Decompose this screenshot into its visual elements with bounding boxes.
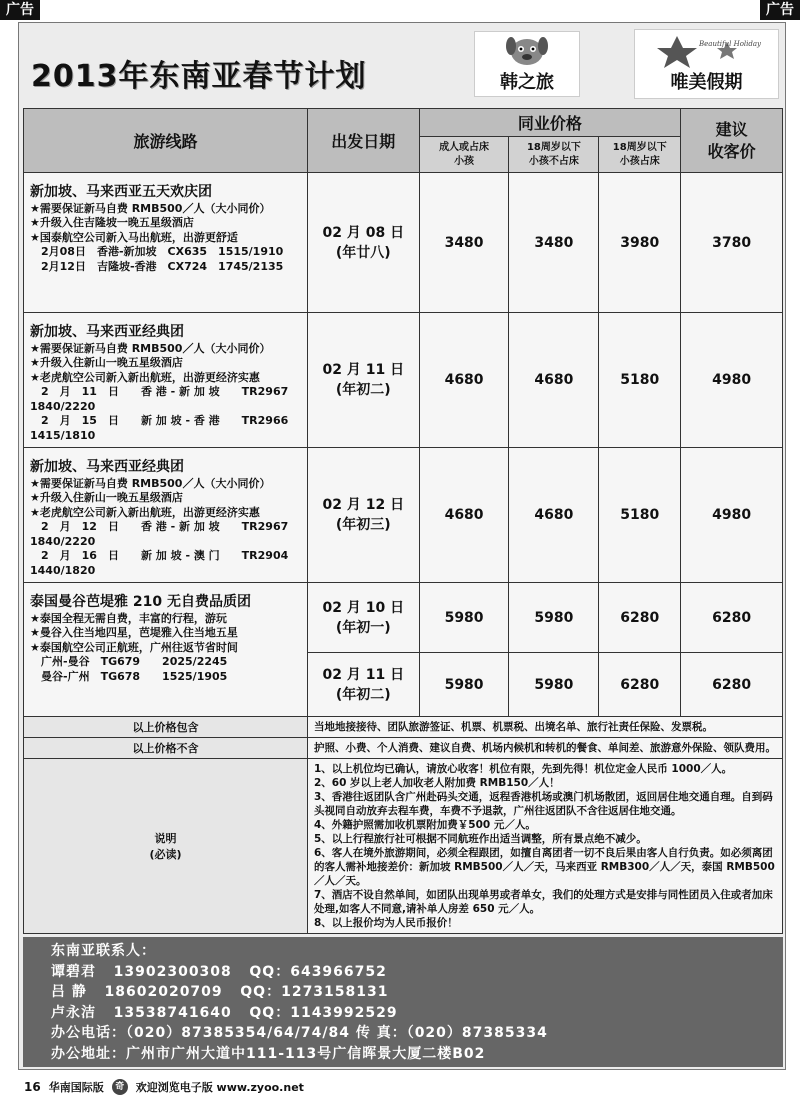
route-line: ★升级入住新山一晚五星级酒店 bbox=[30, 491, 183, 504]
contact-name: 吕 静 bbox=[51, 984, 87, 1000]
notes-row bbox=[24, 759, 783, 934]
contact-qq: QQ：1273158131 bbox=[240, 984, 389, 1000]
route-line: ★升级入住新山一晚五星级酒店 bbox=[30, 356, 183, 369]
contact-phone: 13538741640 bbox=[113, 1004, 232, 1021]
route-line: 2月08日 香港-新加坡 CX635 1515/1910 bbox=[30, 245, 284, 258]
price-child-bed: 3980 bbox=[599, 173, 681, 313]
route-cell bbox=[24, 173, 308, 313]
route-line: 2 月 15 日 新 加 坡 - 香 港 TR2966 bbox=[30, 414, 289, 427]
price-adult: 4680 bbox=[419, 448, 509, 583]
ad-label-left: 广告 bbox=[0, 0, 40, 20]
note-item: 3、香港往返团队含广州赴码头交通，返程香港机场或澳门机场散团，返回居住地交通自理。自到码头视同自动放弃去程车费，车费不予退款，广州往返团队不含往返居住地交通。 bbox=[313, 791, 773, 817]
route-line: ★需要保证新马自费 RMB500／人（大小同价） bbox=[30, 341, 271, 355]
route-line: ★泰国航空公司正航班，广州往返节省时间 bbox=[30, 640, 238, 654]
note-item: 2、60 岁以上老人加收老人附加费 RMB150／人！ bbox=[313, 777, 560, 789]
route-line: 1840/2220 bbox=[30, 534, 96, 548]
note-item: 1、以上机位均已确认，请放心收客！机位有限，先到先得！机位定金人民币 1000／人。 bbox=[313, 763, 733, 775]
route-line: 1415/1810 bbox=[30, 428, 96, 442]
route-line: 2 月 16 日 新 加 坡 - 澳 门 TR2904 bbox=[30, 549, 289, 562]
price-suggested: 4980 bbox=[681, 448, 783, 583]
included-text: 当地地接接待、团队旅游签证、机票、机票税、出境名单、旅行社责任保险、发票税。 bbox=[307, 717, 782, 738]
dog-mascot-icon bbox=[503, 34, 551, 68]
route-line: ★升级入住吉隆坡一晚五星级酒店 bbox=[30, 216, 194, 229]
note-item: 7、酒店不设自然单间，如团队出现单男或者单女，我们的处理方式是安排与同性团员入住或者加床处理,如客人不同意,请补单人房差 650 元／人。 bbox=[313, 889, 773, 915]
date-cell bbox=[307, 313, 419, 448]
route-cell bbox=[24, 448, 308, 583]
excluded-text: 护照、小费、个人消费、建议自费、机场内候机和转机的餐食、单间差、旅游意外保险、领队费用。 bbox=[307, 738, 782, 759]
lunar-date: (年初一) bbox=[335, 619, 391, 636]
publication-name: 华南国际版 bbox=[48, 1081, 104, 1094]
route-title: 泰国曼谷芭堤雅 210 无自费品质团 bbox=[30, 594, 251, 610]
itinerary-table bbox=[23, 108, 783, 934]
route-line: 1440/1820 bbox=[30, 563, 96, 577]
route-line: 2月12日 吉隆坡-香港 CX724 1745/2135 bbox=[30, 259, 284, 273]
route-line: 2 月 12 日 香 港 - 新 加 坡 TR2967 bbox=[30, 520, 289, 533]
contact-phone: 18602020709 bbox=[104, 984, 223, 1000]
price-adult: 5980 bbox=[419, 583, 509, 653]
date-cell bbox=[307, 448, 419, 583]
emblem-icon: 奇 bbox=[112, 1079, 128, 1095]
price-child-nobed: 5980 bbox=[509, 653, 599, 717]
route-cell bbox=[24, 313, 308, 448]
price-suggested: 4980 bbox=[681, 313, 783, 448]
contact-name: 卢永洁 bbox=[51, 1004, 96, 1021]
price-child-bed: 5180 bbox=[599, 448, 681, 583]
contact-name: 谭碧君 bbox=[51, 963, 96, 980]
page-number: 16 bbox=[24, 1080, 41, 1094]
price-suggested: 3780 bbox=[681, 173, 783, 313]
route-line: ★老虎航空公司新入新出航班，出游更经济实惠 bbox=[30, 370, 260, 384]
contact-qq: QQ：1143992529 bbox=[249, 1004, 398, 1021]
lunar-date: (年廿八) bbox=[335, 244, 391, 261]
header-child-bed: 18周岁以下 小孩占床 bbox=[599, 137, 681, 173]
logo-right bbox=[634, 29, 779, 99]
contact-person bbox=[51, 982, 755, 1003]
note-item: 6、客人在境外旅游期间，必须全程跟团，如擅自离团者一切不良后果由客人自行负责。如必须离团的客人需补地接差价：新加坡 RMB500／人／天，马来西亚 RMB300／人／天，泰国 RMB500／人／天。 bbox=[313, 847, 775, 887]
page-title: 2013年东南亚春节计划 bbox=[31, 59, 367, 94]
logo-right-text: 唯美假期 bbox=[670, 72, 743, 93]
header-group-price: 同业价格 bbox=[419, 109, 681, 137]
price-suggested: 6280 bbox=[681, 583, 783, 653]
header-route: 旅游线路 bbox=[24, 109, 308, 173]
date-cell bbox=[307, 583, 419, 653]
contact-person bbox=[51, 962, 755, 983]
route-title: 新加坡、马来西亚五天欢庆团 bbox=[30, 184, 212, 200]
route-line: 1840/2220 bbox=[30, 399, 96, 413]
price-child-nobed: 3480 bbox=[509, 173, 599, 313]
office-address: 办公地址：广州市广州大道中111-113号广信晖景大厦二楼B02 bbox=[51, 1045, 486, 1062]
price-child-bed: 6280 bbox=[599, 653, 681, 717]
price-adult: 3480 bbox=[419, 173, 509, 313]
lunar-date: (年初三) bbox=[335, 517, 391, 533]
excluded-row bbox=[24, 738, 783, 759]
included-label: 以上价格包含 bbox=[24, 717, 308, 738]
route-line: ★老虎航空公司新入新出航班，出游更经济实惠 bbox=[30, 505, 260, 519]
included-row bbox=[24, 717, 783, 738]
footer-slogan: 欢迎浏览电子版 www.zyoo.net bbox=[135, 1081, 304, 1094]
departure-date: 02 月 11 日 bbox=[322, 362, 405, 378]
route-line: 曼谷-广州 TG678 1525/1905 bbox=[30, 669, 228, 683]
price-child-bed: 5180 bbox=[599, 313, 681, 448]
route-line: 广州-曼谷 TG679 2025/2245 bbox=[30, 655, 228, 668]
price-child-nobed: 4680 bbox=[509, 448, 599, 583]
departure-date: 02 月 10 日 bbox=[322, 599, 405, 616]
date-cell bbox=[307, 653, 419, 717]
header-child-nobed: 18周岁以下 小孩不占床 bbox=[509, 137, 599, 173]
header-suggested-price: 建议 收客价 bbox=[681, 109, 783, 173]
contact-person bbox=[51, 1003, 755, 1024]
ad-frame bbox=[18, 22, 786, 1070]
logo-left bbox=[474, 31, 580, 97]
table-row bbox=[24, 448, 783, 583]
route-line: ★需要保证新马自费 RMB500／人（大小同价） bbox=[30, 476, 271, 490]
route-line: ★需要保证新马自费 RMB500／人（大小同价） bbox=[30, 201, 271, 215]
contact-phone: 13902300308 bbox=[113, 963, 232, 980]
contact-qq: QQ：643966752 bbox=[249, 963, 387, 980]
notes-list bbox=[307, 759, 782, 934]
notes-label: 说明 (必读) bbox=[24, 759, 308, 934]
price-child-bed: 6280 bbox=[599, 583, 681, 653]
route-title: 新加坡、马来西亚经典团 bbox=[30, 459, 184, 475]
date-cell bbox=[307, 173, 419, 313]
excluded-label: 以上价格不含 bbox=[24, 738, 308, 759]
route-line: ★曼谷入住当地四星，芭堤雅入住当地五星 bbox=[30, 626, 238, 639]
logo-right-sub: Beautiful Holiday bbox=[698, 40, 761, 48]
note-item: 4、外籍护照需加收机票附加费￥500 元／人。 bbox=[313, 819, 536, 831]
departure-date: 02 月 11 日 bbox=[322, 666, 405, 683]
route-line: ★国泰航空公司新入马出航班，出游更舒适 bbox=[30, 230, 238, 244]
table-row bbox=[24, 583, 783, 653]
ad-label-right: 广告 bbox=[760, 0, 800, 20]
price-adult: 5980 bbox=[419, 653, 509, 717]
route-title: 新加坡、马来西亚经典团 bbox=[30, 324, 184, 340]
page-footer bbox=[24, 1079, 304, 1095]
route-line: ★泰国全程无需自费，丰富的行程，游玩 bbox=[30, 611, 227, 625]
route-cell bbox=[24, 583, 308, 717]
star-logo-icon bbox=[647, 34, 767, 68]
logo-left-text: 韩之旅 bbox=[500, 72, 554, 93]
price-adult: 4680 bbox=[419, 313, 509, 448]
office-phone: 办公电话：（020）87385354/64/74/84 传 真：（020）87385334 bbox=[51, 1025, 548, 1041]
departure-date: 02 月 08 日 bbox=[322, 224, 405, 241]
price-suggested: 6280 bbox=[681, 653, 783, 717]
note-item: 5、以上行程旅行社可根据不同航班作出适当调整，所有景点绝不减少。 bbox=[313, 833, 647, 845]
departure-date: 02 月 12 日 bbox=[322, 497, 405, 513]
lunar-date: (年初二) bbox=[335, 686, 391, 703]
contact-heading: 东南亚联系人： bbox=[51, 943, 156, 959]
lunar-date: (年初二) bbox=[335, 382, 391, 398]
price-child-nobed: 4680 bbox=[509, 313, 599, 448]
route-line: 2 月 11 日 香 港 - 新 加 坡 TR2967 bbox=[30, 385, 289, 398]
price-child-nobed: 5980 bbox=[509, 583, 599, 653]
header-adult: 成人或占床 小孩 bbox=[419, 137, 509, 173]
table-row bbox=[24, 313, 783, 448]
table-row bbox=[24, 173, 783, 313]
contact-panel bbox=[23, 937, 783, 1067]
header-date: 出发日期 bbox=[307, 109, 419, 173]
note-item: 8、以上报价均为人民币报价！ bbox=[313, 917, 458, 929]
